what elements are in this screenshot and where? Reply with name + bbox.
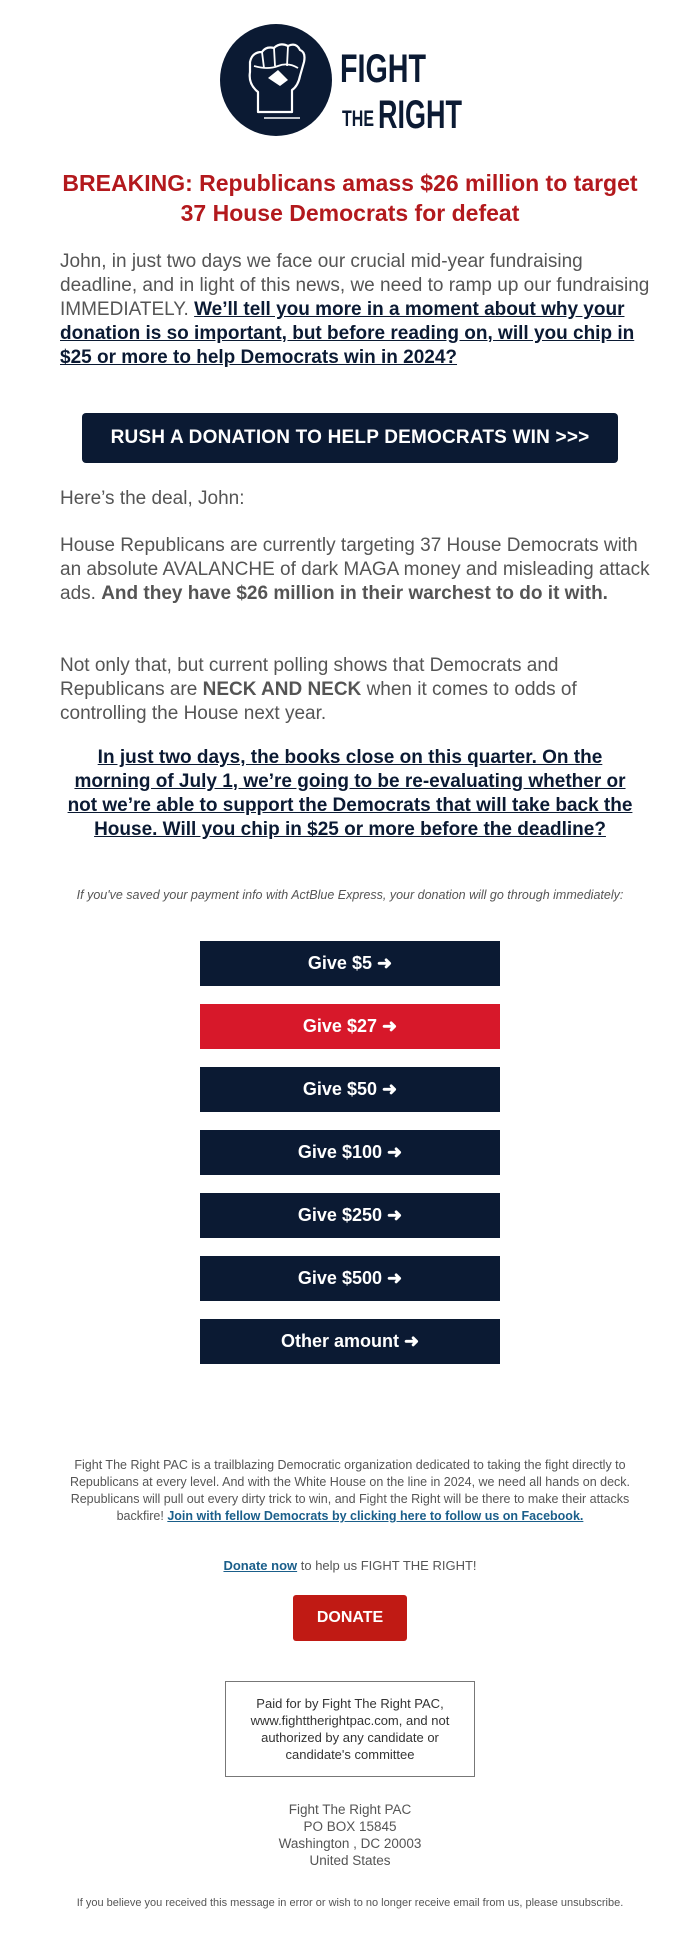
neck-and-neck-bold: NECK AND NECK	[202, 679, 362, 700]
republicans-paragraph	[60, 534, 650, 606]
give-5-button[interactable]: Give $5 ➜	[200, 941, 500, 986]
intro-text: John, in just two days we face our crucial mid-year fundraising deadline, and in light of this news, we need to ramp up our fundraising IMMEDIATELY.	[60, 251, 650, 320]
warchest-bold: And they have $26 million in their warchest to do it with.	[101, 583, 608, 604]
facebook-follow-link[interactable]: Join with fellow Democrats by clicking here to follow us on Facebook.	[167, 1509, 584, 1523]
pac-description	[58, 1457, 642, 1525]
polling-text-a: Not only that, but current polling shows that Democrats and Republicans are	[60, 655, 559, 700]
logo-word-the: THE	[342, 106, 374, 131]
actblue-express-note: If you've saved your payment info with ActBlue Express, your donation will go through immediately:	[76, 888, 624, 902]
logo-word-fight: FIGHT	[340, 47, 426, 91]
rush-donation-button[interactable]: RUSH A DONATION TO HELP DEMOCRATS WIN >>>	[82, 413, 618, 463]
donate-now-text: to help us FIGHT THE RIGHT!	[297, 1558, 477, 1573]
address-po-box: PO BOX 15845	[303, 1819, 397, 1834]
paid-for-by-text: Paid for by Fight The Right PAC, www.fighttherightpac.com, and not authorized by any candidate or candidate's committee	[250, 1696, 450, 1762]
polling-text-b: when it comes to odds of controlling the House next year.	[60, 679, 577, 724]
pac-description-text: Fight The Right PAC is a trailblazing Democratic organization dedicated to taking the fight directly to Republicans at every level. And with the White House on the line in 2024, we need all hands on deck. Republicans will pull out every dirty trick to win, and Fight the Right will be there to make their attacks backfire!	[69, 1458, 631, 1523]
fight-the-right-logo[interactable]	[218, 22, 482, 142]
headline: BREAKING: Republicans amass $26 million to target 37 House Democrats for defeat	[62, 170, 638, 226]
paid-for-by-box	[225, 1681, 475, 1777]
give-500-button[interactable]: Give $500 ➜	[200, 1256, 500, 1301]
polling-paragraph	[60, 654, 650, 726]
republicans-text: House Republicans are currently targeting 37 House Democrats with an absolute AVALANCHE of dark MAGA money and misleading attack ads.	[60, 535, 650, 604]
address-city: Washington , DC 20003	[278, 1836, 422, 1851]
intro-donate-link[interactable]: We’ll tell you more in a moment about why your donation is so important, but before reading on, will you chip in $25 or more to help Democrats win in 2024?	[60, 299, 635, 368]
give-27-button[interactable]: Give $27 ➜	[200, 1004, 500, 1049]
give-other-amount-button[interactable]: Other amount ➜	[200, 1319, 500, 1364]
raised-fist-icon	[220, 24, 332, 136]
address-country: United States	[309, 1853, 391, 1868]
donate-now-link[interactable]: Donate now	[223, 1558, 298, 1573]
mailing-address	[0, 1801, 700, 1869]
unsubscribe-text[interactable]: If you believe you received this message in error or wish to no longer receive email from us, please unsubscribe.	[76, 1897, 624, 1909]
deal-line: Here’s the deal, John:	[60, 488, 245, 509]
give-250-button[interactable]: Give $250 ➜	[200, 1193, 500, 1238]
deadline-ask-link[interactable]: In just two days, the books close on this quarter. On the morning of July 1, we’re going to be re-evaluating whether or not we’re able to support the Democrats that will take back the House. Will you chip in $25 or more before the deadline?	[67, 747, 633, 840]
donate-button[interactable]: DONATE	[293, 1595, 407, 1641]
give-100-button[interactable]: Give $100 ➜	[200, 1130, 500, 1175]
give-50-button[interactable]: Give $50 ➜	[200, 1067, 500, 1112]
donate-now-line	[0, 1558, 700, 1573]
intro-paragraph	[60, 250, 650, 370]
address-name: Fight The Right PAC	[288, 1802, 412, 1817]
logo-word-right: RIGHT	[378, 93, 462, 137]
